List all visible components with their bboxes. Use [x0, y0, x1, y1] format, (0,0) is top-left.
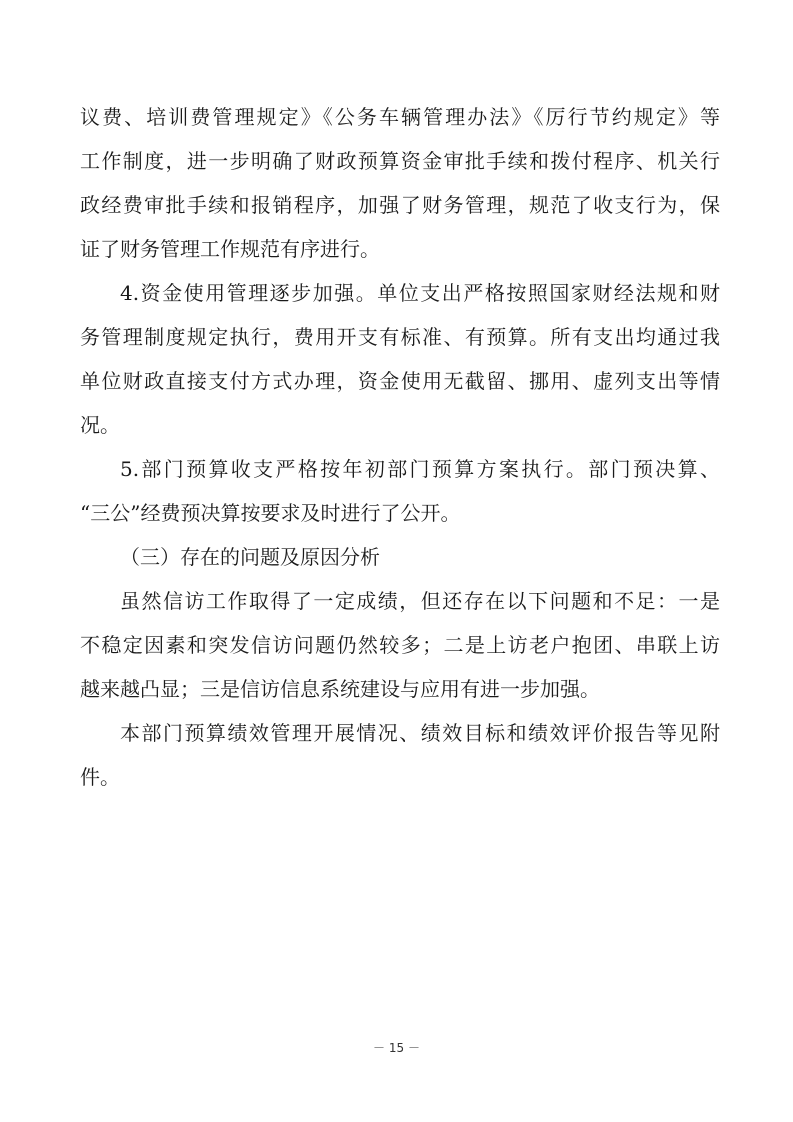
section-heading: （三）存在的问题及原因分析: [120, 545, 380, 569]
paragraph-2-line-4: 况。: [80, 413, 120, 437]
paragraph-5-line-2: 件。: [80, 765, 120, 789]
paragraph-1-line-4: 证了财务管理工作规范有序进行。: [80, 237, 380, 261]
paragraph-2-line-3: 单位财政直接支付方式办理，资金使用无截留、挪用、虚列支出等情: [80, 369, 720, 393]
paragraph-4-line-3: 越来越凸显；三是信访信息系统建设与应用有进一步加强。: [80, 677, 600, 701]
paragraph-3-line-1: 5.部门预算收支严格按年初部门预算方案执行。部门预决算、: [120, 457, 720, 481]
paragraph-5-line-1: 本部门预算绩效管理开展情况、绩效目标和绩效评价报告等见附: [120, 721, 720, 745]
paragraph-1-line-1: 议费、培训费管理规定》《公务车辆管理办法》《厉行节约规定》等: [80, 105, 720, 129]
paragraph-2-line-2: 务管理制度规定执行，费用开支有标准、有预算。所有支出均通过我: [80, 325, 720, 349]
page-number: － 15 －: [373, 1041, 420, 1055]
paragraph-4-line-2: 不稳定因素和突发信访问题仍然较多；二是上访老户抱团、串联上访: [80, 633, 720, 657]
paragraph-4-line-1: 虽然信访工作取得了一定成绩，但还存在以下问题和不足：一是: [120, 589, 720, 613]
paragraph-1-line-2: 工作制度，进一步明确了财政预算资金审批手续和拨付程序、机关行: [80, 149, 720, 173]
paragraph-3-line-2: “三公”经费预决算按要求及时进行了公开。: [80, 501, 461, 525]
paragraph-1-line-3: 政经费审批手续和报销程序，加强了财务管理，规范了收支行为，保: [80, 193, 720, 217]
paragraph-2-line-1: 4.资金使用管理逐步加强。单位支出严格按照国家财经法规和财: [120, 281, 720, 305]
